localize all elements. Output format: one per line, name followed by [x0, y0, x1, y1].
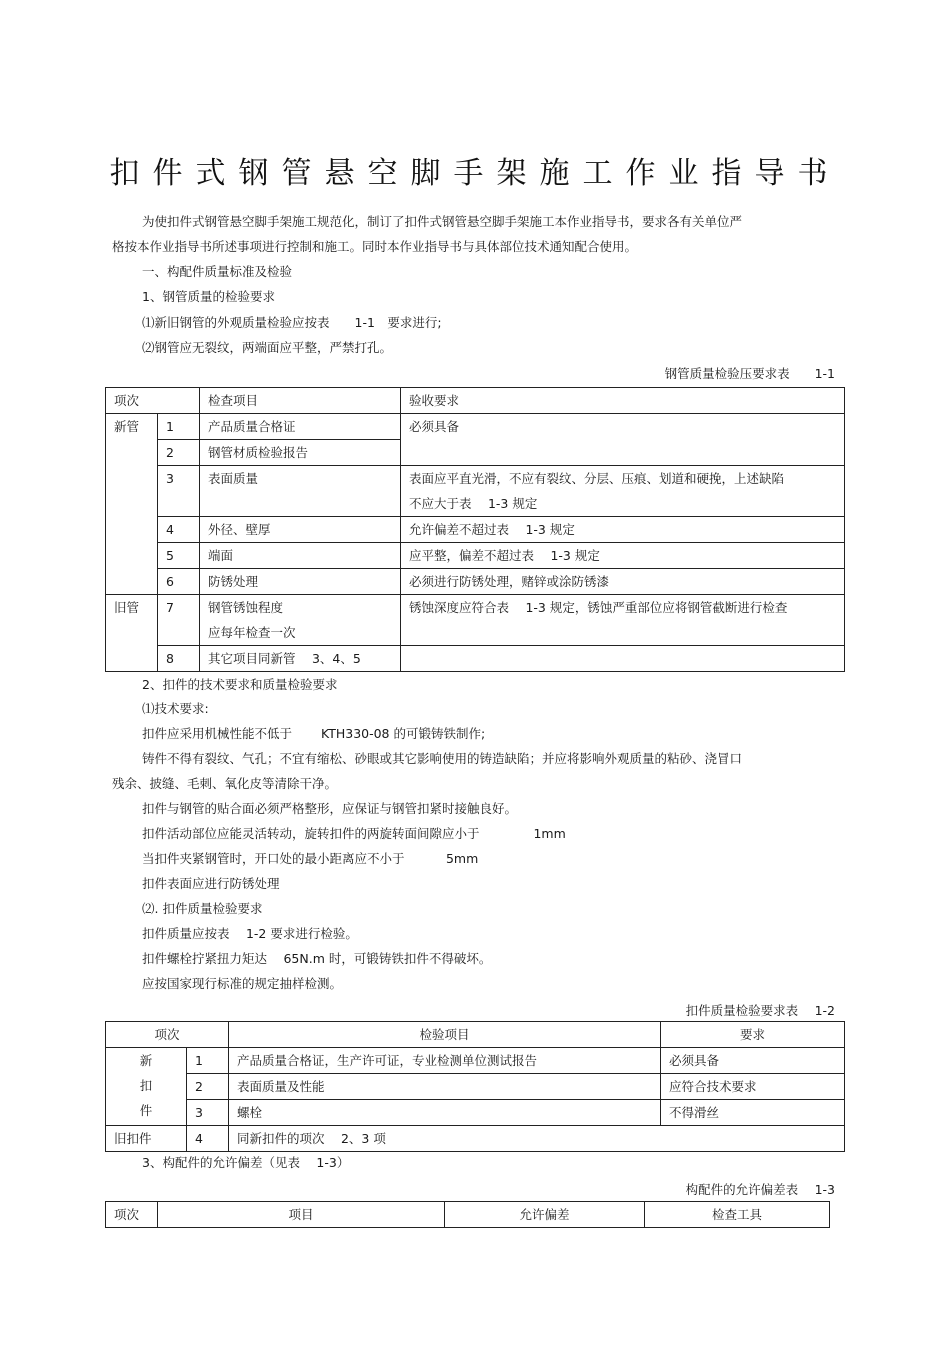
paragraph: 扣件表面应进行防锈处理: [142, 876, 280, 891]
group-label-old-fastener: 旧扣件: [106, 1126, 187, 1152]
table-header-cell: 项次: [106, 1202, 158, 1228]
table-row: [106, 569, 845, 595]
table-row: [106, 543, 845, 569]
table3-caption: 构配件的允许偏差表 1-3: [685, 1182, 835, 1197]
table-row: [106, 1074, 845, 1100]
table-row: [106, 1126, 845, 1152]
table-cell-req: 锈蚀深度应符合表 1-3 规定，锈蚀严重部位应将钢管截断进行检查: [401, 595, 845, 646]
table-cell-no: 7: [158, 595, 200, 646]
intro-paragraph-line1: 为使扣件式钢管悬空脚手架施工规范化，制订了扣件式钢管悬空脚手架施工本作业指导书，要求各有关单位严: [142, 214, 743, 229]
table-cell-req: 应平整，偏差不超过表 1-3 规定: [401, 543, 845, 569]
table-cell-req: 应符合技术要求: [661, 1074, 845, 1100]
table-cell-no: 1: [187, 1048, 229, 1074]
table-header-row: [106, 388, 845, 414]
table-cell-req: [401, 466, 845, 517]
paragraph-item-1-2: ⑵钢管应无裂纹，两端面应平整，严禁打孔。: [142, 340, 393, 355]
table-row: [106, 595, 845, 646]
table-cell-req: 允许偏差不超过表 1-3 规定: [401, 517, 845, 543]
table-header-cell: 项次: [106, 1022, 229, 1048]
paragraph: 铸件不得有裂纹、气孔；不宜有缩松、砂眼或其它影响使用的铸造缺陷；并应将影响外观质量的粘砂、浇冒口: [142, 751, 743, 766]
table-cell-no: 4: [187, 1126, 229, 1152]
table-cell-item: 螺栓: [229, 1100, 661, 1126]
table-cell-item: 产品质量合格证，生产许可证，专业检测单位测试报告: [229, 1048, 661, 1074]
allowable-deviation-table: [105, 1201, 830, 1228]
item-line: 钢管锈蚀程度: [208, 600, 284, 615]
paragraph: 扣件质量应按表 1-2 要求进行检验。: [142, 926, 358, 941]
table-cell-no: 2: [158, 440, 200, 466]
group-char: 件: [139, 1103, 153, 1118]
paragraph: 扣件螺栓拧紧扭力矩达 65N.m 时，可锻铸铁扣件不得破坏。: [142, 951, 492, 966]
table-header-cell: 项次: [106, 388, 200, 414]
table-row: [106, 646, 845, 672]
table-cell-item: [200, 595, 401, 646]
table-header-cell: 要求: [661, 1022, 845, 1048]
table-cell-no: 8: [158, 646, 200, 672]
document-title: 扣件式钢管悬空脚手架施工作业指导书: [109, 156, 841, 191]
table-cell-no: 5: [158, 543, 200, 569]
subsection-heading-3: 3、构配件的允许偏差（见表 1-3）: [142, 1155, 350, 1170]
table-row: [106, 517, 845, 543]
req-line: 不应大于表 1-3 规定: [409, 496, 538, 511]
steel-pipe-inspection-table: [105, 387, 845, 672]
table-cell-item: 防锈处理: [200, 569, 401, 595]
table-cell-item: 其它项目同新管 3、4、5: [200, 646, 401, 672]
table-row: [106, 466, 845, 517]
table-header-cell: 验收要求: [401, 388, 845, 414]
table-row: [106, 414, 845, 440]
table-cell-item: 表面质量: [200, 466, 401, 517]
paragraph: 扣件活动部位应能灵活转动，旋转扣件的两旋转面间隙应小于 1mm: [142, 826, 566, 841]
group-label-new-pipe: 新管: [106, 414, 158, 595]
table1-caption: 钢管质量检验压要求表 1-1: [664, 366, 835, 381]
table-header-cell: 允许偏差: [445, 1202, 645, 1228]
table-header-cell: 项目: [158, 1202, 445, 1228]
table-header-cell: 检查项目: [200, 388, 401, 414]
section-heading-1: 一、构配件质量标准及检验: [142, 264, 293, 279]
subsection-heading-1: 1、钢管质量的检验要求: [142, 289, 275, 304]
table-cell-req: [401, 646, 845, 672]
intro-paragraph-line2: 格按本作业指导书所述事项进行控制和施工。同时本作业指导书与具体部位技术通知配合使用。: [112, 239, 638, 254]
table-cell-no: 6: [158, 569, 200, 595]
item-line: 应每年检查一次: [208, 625, 296, 640]
table-row: [106, 1100, 845, 1126]
paragraph: 残余、披缝、毛刺、氧化皮等清除干净。: [112, 776, 338, 791]
table-cell-req: 必须具备: [661, 1048, 845, 1074]
table-cell-no: 3: [187, 1100, 229, 1126]
table-cell-item: 产品质量合格证: [200, 414, 401, 440]
table-cell-req: 必须进行防锈处理，赌锌或涂防锈漆: [401, 569, 845, 595]
paragraph: 扣件应采用机械性能不低于 KTH330-08 的可锻铸铁制作;: [142, 726, 486, 741]
paragraph: 扣件与钢管的贴合面必须严格整形，应保证与钢管扣紧时接触良好。: [142, 801, 518, 816]
table-cell-req: 不得滑丝: [661, 1100, 845, 1126]
paragraph: ⑵. 扣件质量检验要求: [142, 901, 263, 916]
table-header-cell: 检查工具: [645, 1202, 830, 1228]
tech-req-heading: ⑴技术要求:: [142, 701, 209, 716]
group-char: 扣: [139, 1078, 153, 1093]
table-header-cell: 检验项目: [229, 1022, 661, 1048]
group-label-old-pipe: 旧管: [106, 595, 158, 672]
group-char: 新: [139, 1053, 153, 1068]
table-cell-no: 2: [187, 1074, 229, 1100]
table-cell-req: 必须具备: [401, 414, 845, 466]
table-cell-item: 表面质量及性能: [229, 1074, 661, 1100]
table-cell-item: 钢管材质检验报告: [200, 440, 401, 466]
table-cell-item: 端面: [200, 543, 401, 569]
paragraph: 应按国家现行标准的规定抽样检测。: [142, 976, 343, 991]
table-cell-no: 1: [158, 414, 200, 440]
table-row: [106, 1048, 845, 1074]
table-cell-no: 4: [158, 517, 200, 543]
subsection-heading-2: 2、扣件的技术要求和质量检验要求: [142, 677, 338, 692]
table-header-row: [106, 1022, 845, 1048]
paragraph-item-1-1: ⑴新旧钢管的外观质量检验应按表 1-1 要求进行;: [142, 315, 442, 330]
req-line: 表面应平直光滑，不应有裂纹、分层、压痕、划道和硬挽，上述缺陷: [409, 471, 785, 486]
table-cell-item: 外径、壁厚: [200, 517, 401, 543]
table2-caption: 扣件质量检验要求表 1-2: [685, 1003, 835, 1018]
paragraph: 当扣件夹紧钢管时，开口处的最小距离应不小于 5mm: [142, 851, 479, 866]
table-header-row: [106, 1202, 830, 1228]
table-cell-no: 3: [158, 466, 200, 517]
fastener-inspection-table: [105, 1021, 845, 1152]
group-label-new-fastener: [106, 1048, 187, 1126]
table-cell-item: 同新扣件的项次 2、3 项: [229, 1126, 845, 1152]
